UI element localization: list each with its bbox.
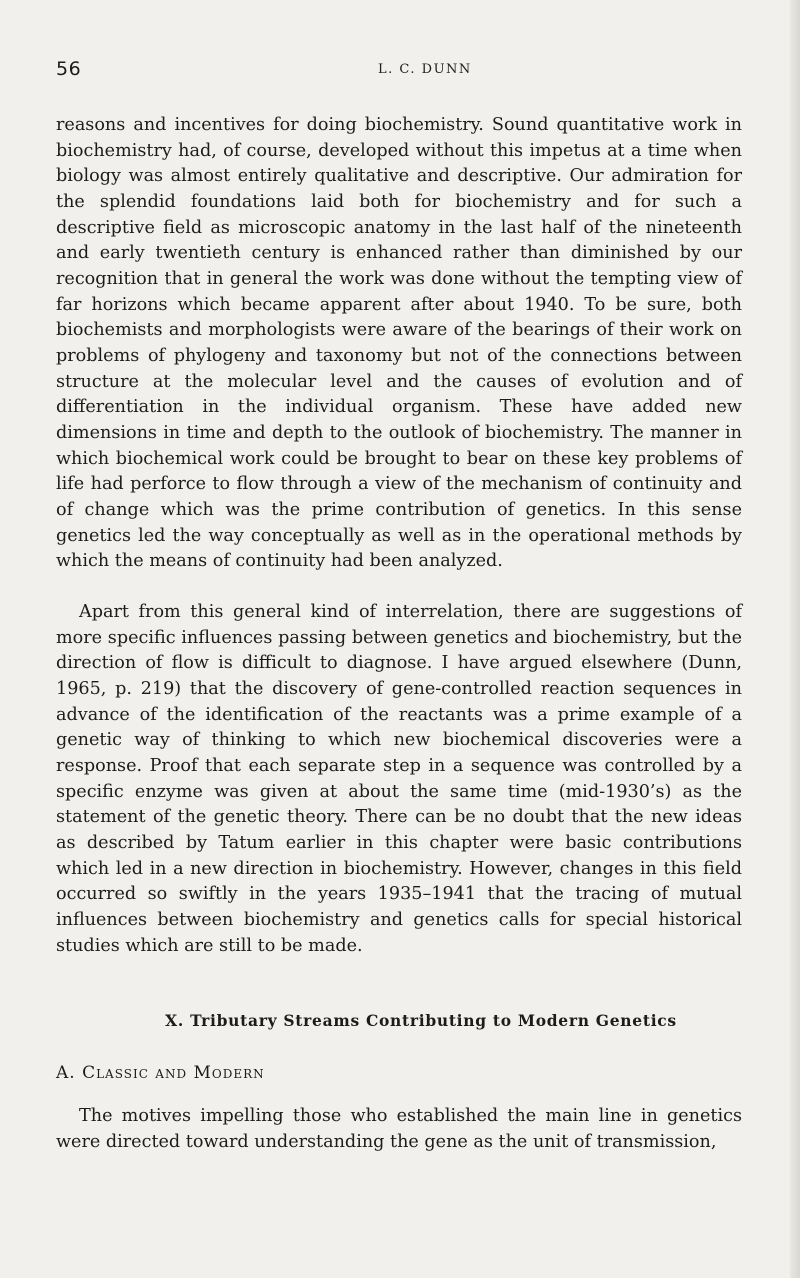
running-head [56, 58, 744, 88]
running-head-author: L. C. DUNN [378, 62, 472, 77]
page-edge-shadow [790, 0, 800, 1278]
body-paragraph: Apart from this general kind of interrelation, there are suggestions of more specific influences passing between genetics and biochemistry, but the direction of flow is difficult to diagnose. I have argued elsewhere (Dunn, 1965, p. 219) that the discovery of gene-controlled reaction sequences in advance of the identification of the reactants was a prime example of a genetic way of thinking to which new biochemical discoveries were a response. Proof that each separate step in a sequence was controlled by a specific enzyme was given at about the same time (mid-1930’s) as the statement of the genetic theory. There can be no doubt that the new ideas as described by Tatum earlier in this chapter were basic contributions which led in a new direction in biochemistry. However, changes in this field occurred so swiftly in the years 1935–1941 that the tracing of mutual influences between biochemistry and genetics calls for special historical studies which are still to be made. [56, 602, 742, 956]
body-paragraph: The motives impelling those who established the main line in genetics were directed toward understanding the gene as the unit of transmission, [56, 1106, 742, 1152]
page-number: 56 [56, 58, 82, 80]
subsection-heading: A. Classic and Modern [56, 1063, 265, 1083]
body-paragraph: reasons and incentives for doing biochemistry. Sound quantitative work in biochemistry had, of course, developed without this impetus at a time when biology was almost entirely qualitative and descriptive. Our admiration for the splendid foundations laid both for biochemistry and for such a descriptive field as microscopic anatomy in the last half of the nineteenth and early twentieth century is enhanced rather than diminished by our recognition that in general the work was done without the tempting view of far horizons which became apparent after about 1940. To be sure, both biochemists and morphologists were aware of the bearings of their work on problems of phylogeny and taxonomy but not of the connections between structure at the molecular level and the causes of evolution and of differentiation in the individual organism. These have added new dimensions in time and depth to the outlook of biochemistry. The manner in which biochemical work could be brought to bear on these key problems of life had perforce to flow through a view of the mechanism of continuity and of change which was the prime contribution of genetics. In this sense genetics led the way conceptually as well as in the operational methods by which the means of continuity had been analyzed. [56, 115, 742, 572]
section-heading: X. Tributary Streams Contributing to Modern Genetics [165, 1011, 677, 1030]
